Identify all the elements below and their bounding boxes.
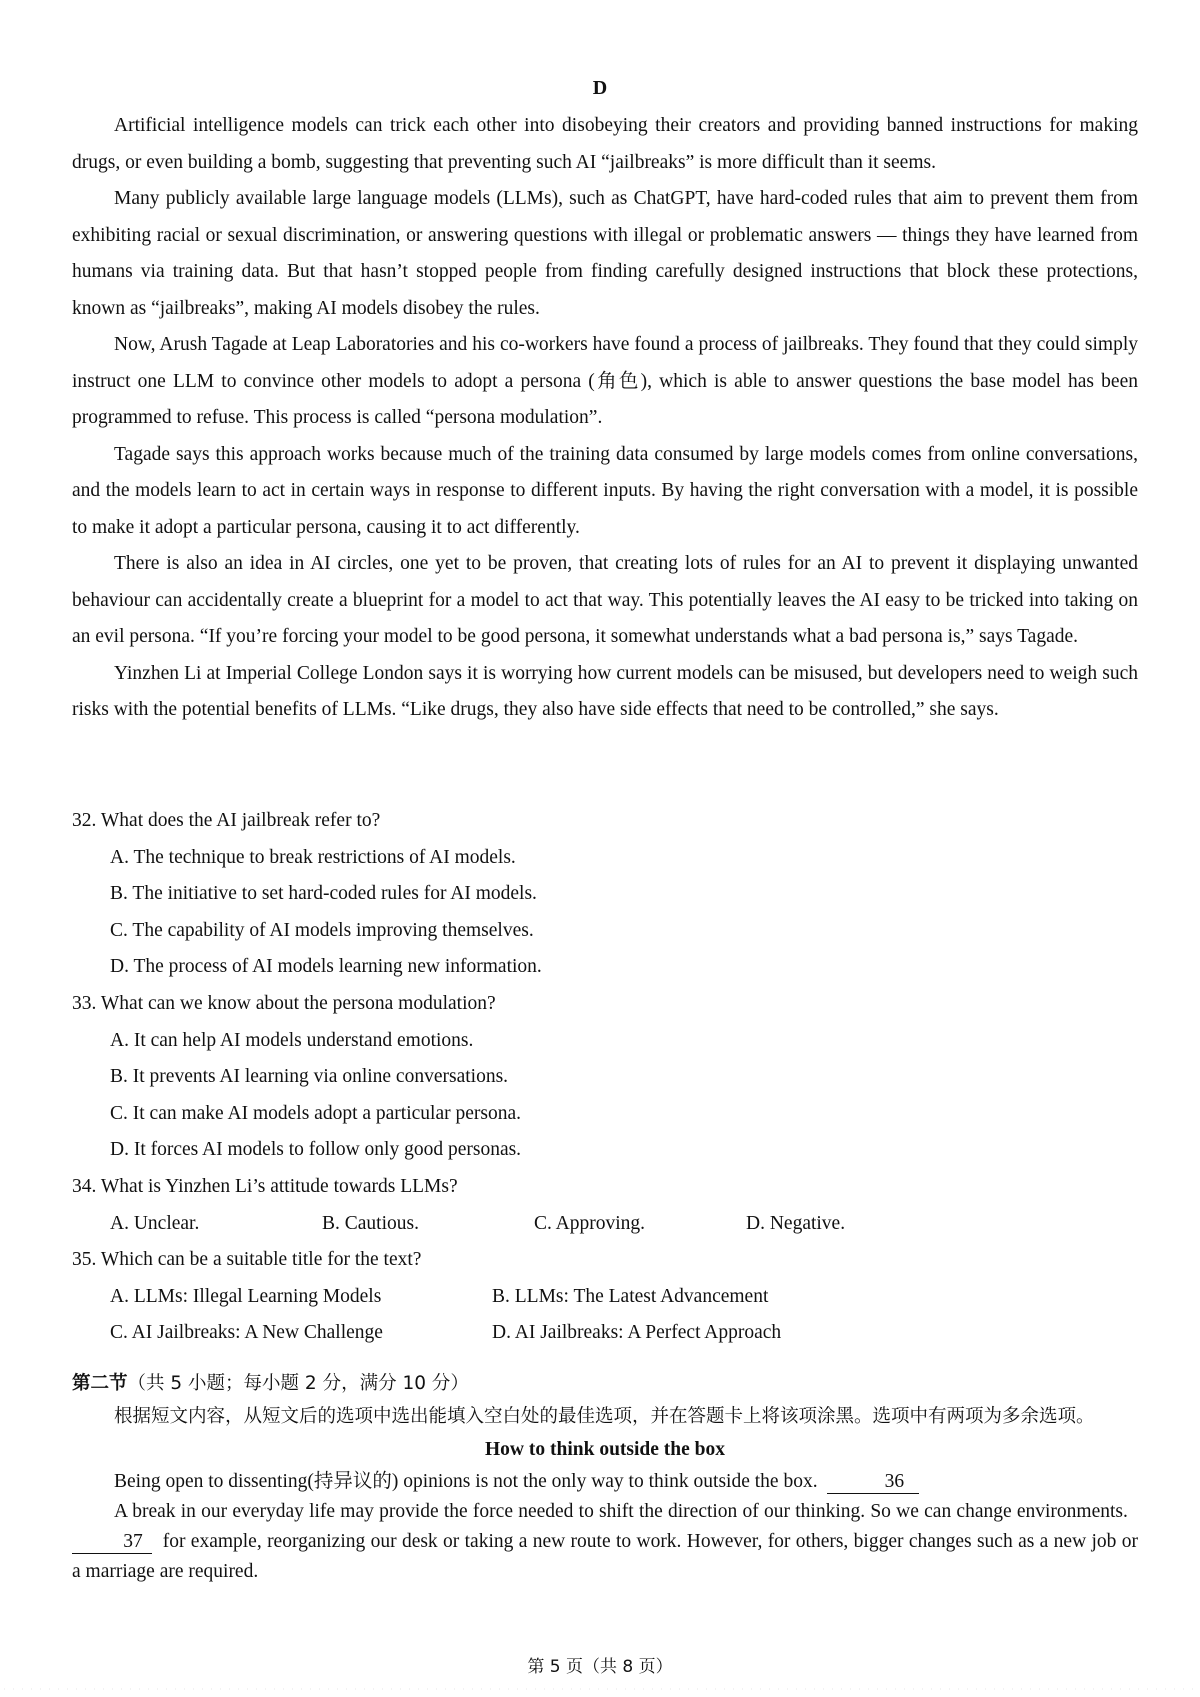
blank-36[interactable] xyxy=(827,1471,919,1494)
passage-paragraph-3: Now, Arush Tagade at Leap Laboratories and his co-workers have found a process of jailbreaks. They found that they could simply instruct one LLM to convince other models to adopt a persona (角色), which is able to answer questions the base model has been programmed to refuse. This process is called “persona modulation”. xyxy=(72,334,1138,428)
essay-paragraph-2 xyxy=(72,1497,1138,1587)
section-letter: D xyxy=(592,77,608,99)
section-2-scoring: （共 5 小题；每小题 2 分，满分 10 分） xyxy=(127,1373,469,1394)
essay-title: How to think outside the box xyxy=(485,1439,725,1460)
section-2-heading xyxy=(72,1367,1138,1400)
option-d: D. Negative. xyxy=(746,1212,846,1234)
paragraph-text: Being open to dissenting(持异议的) opinions is not the only way to think outside the box. xyxy=(114,1471,818,1492)
question-35 xyxy=(72,1242,1138,1352)
question-stem: 34. What is Yinzhen Li’s attitude towards LLMs? xyxy=(72,1175,458,1197)
option-a: A. LLMs: Illegal Learning Models xyxy=(110,1285,382,1307)
section-2-label: 第二节 xyxy=(72,1373,128,1394)
blank-37[interactable] xyxy=(72,1531,152,1554)
option-d: D. AI Jailbreaks: A Perfect Approach xyxy=(492,1322,782,1344)
passage-paragraph-6: Yinzhen Li at Imperial College London says it is worrying how current models can be misused, but developers need to weigh such risks with the potential benefits of LLMs. “Like drugs, they also have side effects that need to be controlled,” she says. xyxy=(72,662,1138,720)
option-row xyxy=(72,1279,1138,1316)
option-b: B. It prevents AI learning via online conversations. xyxy=(110,1066,509,1088)
section-2 xyxy=(72,1367,1138,1587)
option-d: D. It forces AI models to follow only good personas. xyxy=(110,1139,522,1161)
option-b: B. LLMs: The Latest Advancement xyxy=(492,1285,769,1307)
question-33 xyxy=(72,986,1138,1169)
option-a: A. The technique to break restrictions of AI models. xyxy=(110,846,516,868)
option-b: B. Cautious. xyxy=(322,1212,419,1234)
option-a: A. It can help AI models understand emotions. xyxy=(110,1029,474,1051)
dotted-border xyxy=(0,1688,1200,1690)
reading-passage xyxy=(72,108,1138,729)
option-d: D. The process of AI models learning new information. xyxy=(110,956,542,978)
question-stem: 33. What can we know about the persona modulation? xyxy=(72,992,496,1014)
passage-paragraph-5: There is also an idea in AI circles, one yet to be proven, that creating lots of rules for an AI to prevent it displaying unwanted behaviour can accidentally create a blueprint for a model to act that way. This potentially leaves the AI easy to be tricked into taking on an evil persona. “If you’re forcing your model to be good persona, it somewhat understands what a bad persona is,” says Tagade. xyxy=(72,553,1138,647)
essay-paragraph-1 xyxy=(72,1467,1138,1497)
option-c: C. It can make AI models adopt a particular persona. xyxy=(110,1102,521,1124)
option-c: C. The capability of AI models improving themselves. xyxy=(110,919,534,941)
option-row xyxy=(72,1206,1138,1243)
page-footer: 第 5 页（共 8 页） xyxy=(527,1657,673,1677)
passage-paragraph-4: Tagade says this approach works because much of the training data consumed by large models comes from online conversations, and the models learn to act in certain ways in response to different inputs. By having the right conversation with a model, it is possible to make it adopt a particular persona, causing it to act differently. xyxy=(72,443,1138,538)
blank-number: 36 xyxy=(884,1471,905,1492)
option-b: B. The initiative to set hard-coded rules for AI models. xyxy=(110,883,537,905)
blank-number: 37 xyxy=(123,1531,143,1552)
paragraph-text: A break in our everyday life may provide the force needed to shift the direction of our thinking. So we can change environments. xyxy=(114,1501,1128,1522)
question-stem: 32. What does the AI jailbreak refer to? xyxy=(72,810,381,831)
passage-paragraph-2: Many publicly available large language models (LLMs), such as ChatGPT, have hard-coded rules that aim to prevent them from exhibiting racial or sexual discrimination, or answering questions with illegal or problematic answers — things they have learned from humans via training data. But that hasn’t stopped people from finding carefully designed instructions that block these protections, known as “jailbreaks”, making AI models disobey the rules. xyxy=(72,188,1138,319)
option-a: A. Unclear. xyxy=(110,1212,200,1234)
question-34 xyxy=(72,1169,1138,1242)
section-2-instruction: 根据短文内容，从短文后的选项中选出能填入空白处的最佳选项，并在答题卡上将该项涂黑。选项中有两项为多余选项。 xyxy=(114,1406,1095,1427)
option-c: C. Approving. xyxy=(534,1212,646,1234)
question-stem: 35. Which can be a suitable title for the text? xyxy=(72,1249,422,1271)
paragraph-text: for example, reorganizing our desk or taking a new route to work. However, for others, bigger changes such as a new job or a marriage are required. xyxy=(72,1531,1139,1582)
option-c: C. AI Jailbreaks: A New Challenge xyxy=(110,1322,383,1344)
option-row xyxy=(72,1315,1138,1352)
question-32 xyxy=(72,803,1138,986)
question-list xyxy=(72,803,1138,1352)
passage-paragraph-1: Artificial intelligence models can trick each other into disobeying their creators and providing banned instructions for making drugs, or even building a bomb, suggesting that preventing such AI “jailbreaks” is more difficult than it seems. xyxy=(72,115,1138,173)
